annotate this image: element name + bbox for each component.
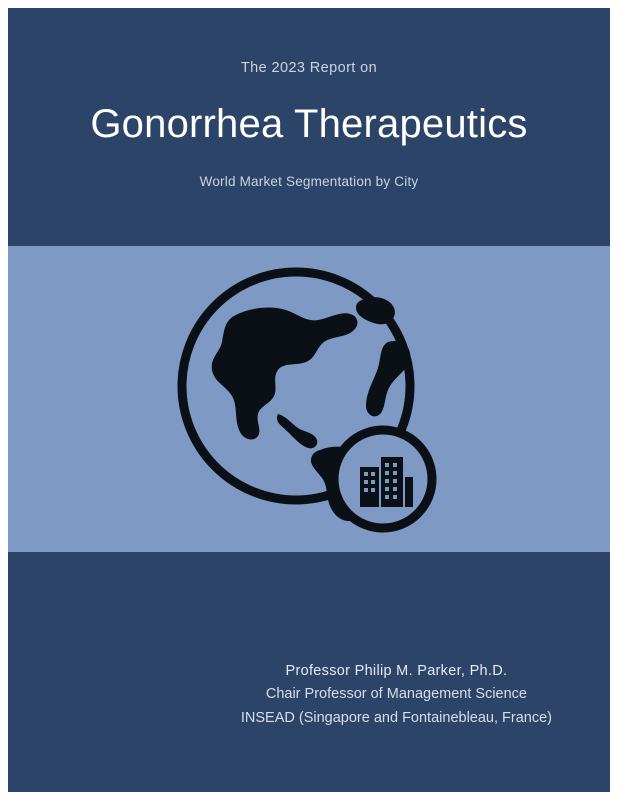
cover-lower-band <box>8 552 610 792</box>
cover-artwork-band <box>8 246 610 552</box>
globe-americas-icon <box>174 264 444 534</box>
book-cover <box>8 8 610 792</box>
globe-svg <box>174 264 444 534</box>
cover-title-band <box>8 8 610 246</box>
page-title: Gonorrhea Therapeutics <box>90 102 528 146</box>
cover-subtitle: World Market Segmentation by City <box>199 174 419 189</box>
author-block <box>241 660 552 730</box>
author-affiliation: INSEAD (Singapore and Fontainebleau, France) <box>240 709 552 726</box>
author-role: Chair Professor of Management Science <box>265 686 527 703</box>
author-name: Professor Philip M. Parker, Ph.D. <box>285 663 508 679</box>
cover-pretitle: The 2023 Report on <box>240 60 378 76</box>
